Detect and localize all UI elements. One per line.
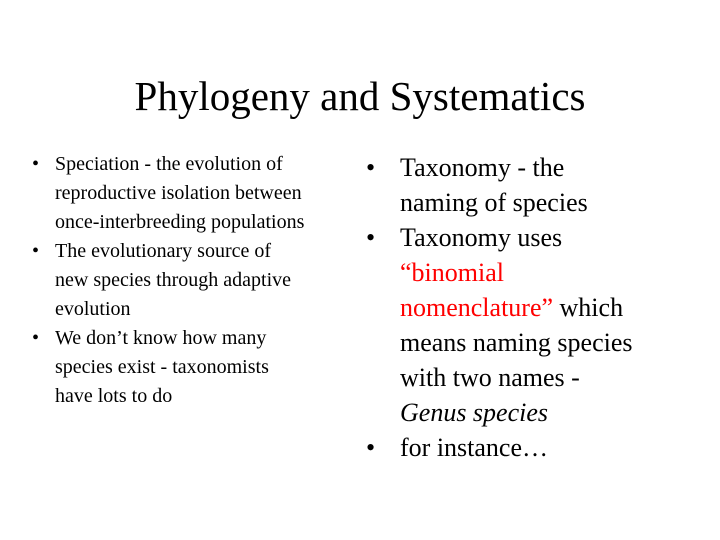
slide-title: Phylogeny and Systematics [134, 73, 586, 119]
bullet-text-line: species exist - taxonomists [55, 356, 269, 378]
bullet-text-line: • for instance… [400, 433, 549, 462]
bullet-taxonomy-naming [400, 150, 690, 220]
bullet-text-line: once-interbreeding populations [55, 211, 305, 233]
bullet-text-line: • The evolutionary source of [55, 240, 272, 262]
highlight-text: nomenclature” [400, 293, 554, 322]
bullet-text-fragment: which [553, 293, 624, 322]
bullet-text-line: with two names - [400, 363, 580, 392]
bullet-binomial-nomenclature [400, 220, 690, 430]
bullet-text-line: • Speciation - the evolution of [55, 153, 283, 175]
bullet-species-count [55, 324, 355, 411]
bullet-text-line: new species through adaptive [55, 269, 292, 291]
bullet-text-line: reproductive isolation between [55, 182, 302, 204]
bullet-text-line [400, 290, 690, 325]
left-bullet-list [55, 150, 355, 411]
highlight-text: “binomial [400, 258, 504, 287]
bullet-text-line: • Taxonomy - the [400, 153, 565, 182]
bullet-text-line: evolution [55, 298, 131, 320]
right-bullet-list [400, 150, 690, 465]
bullet-for-instance [400, 430, 690, 465]
bullet-text-line: means naming species [400, 328, 633, 357]
bullet-evolutionary-source [55, 237, 355, 324]
bullet-text-line: • We don’t know how many [55, 327, 267, 349]
bullet-speciation [55, 150, 355, 237]
bullet-text-line: naming of species [400, 188, 588, 217]
bullet-text-line: have lots to do [55, 385, 173, 407]
bullet-text-line: • Taxonomy uses [400, 223, 563, 252]
italic-text: Genus species [400, 398, 549, 427]
